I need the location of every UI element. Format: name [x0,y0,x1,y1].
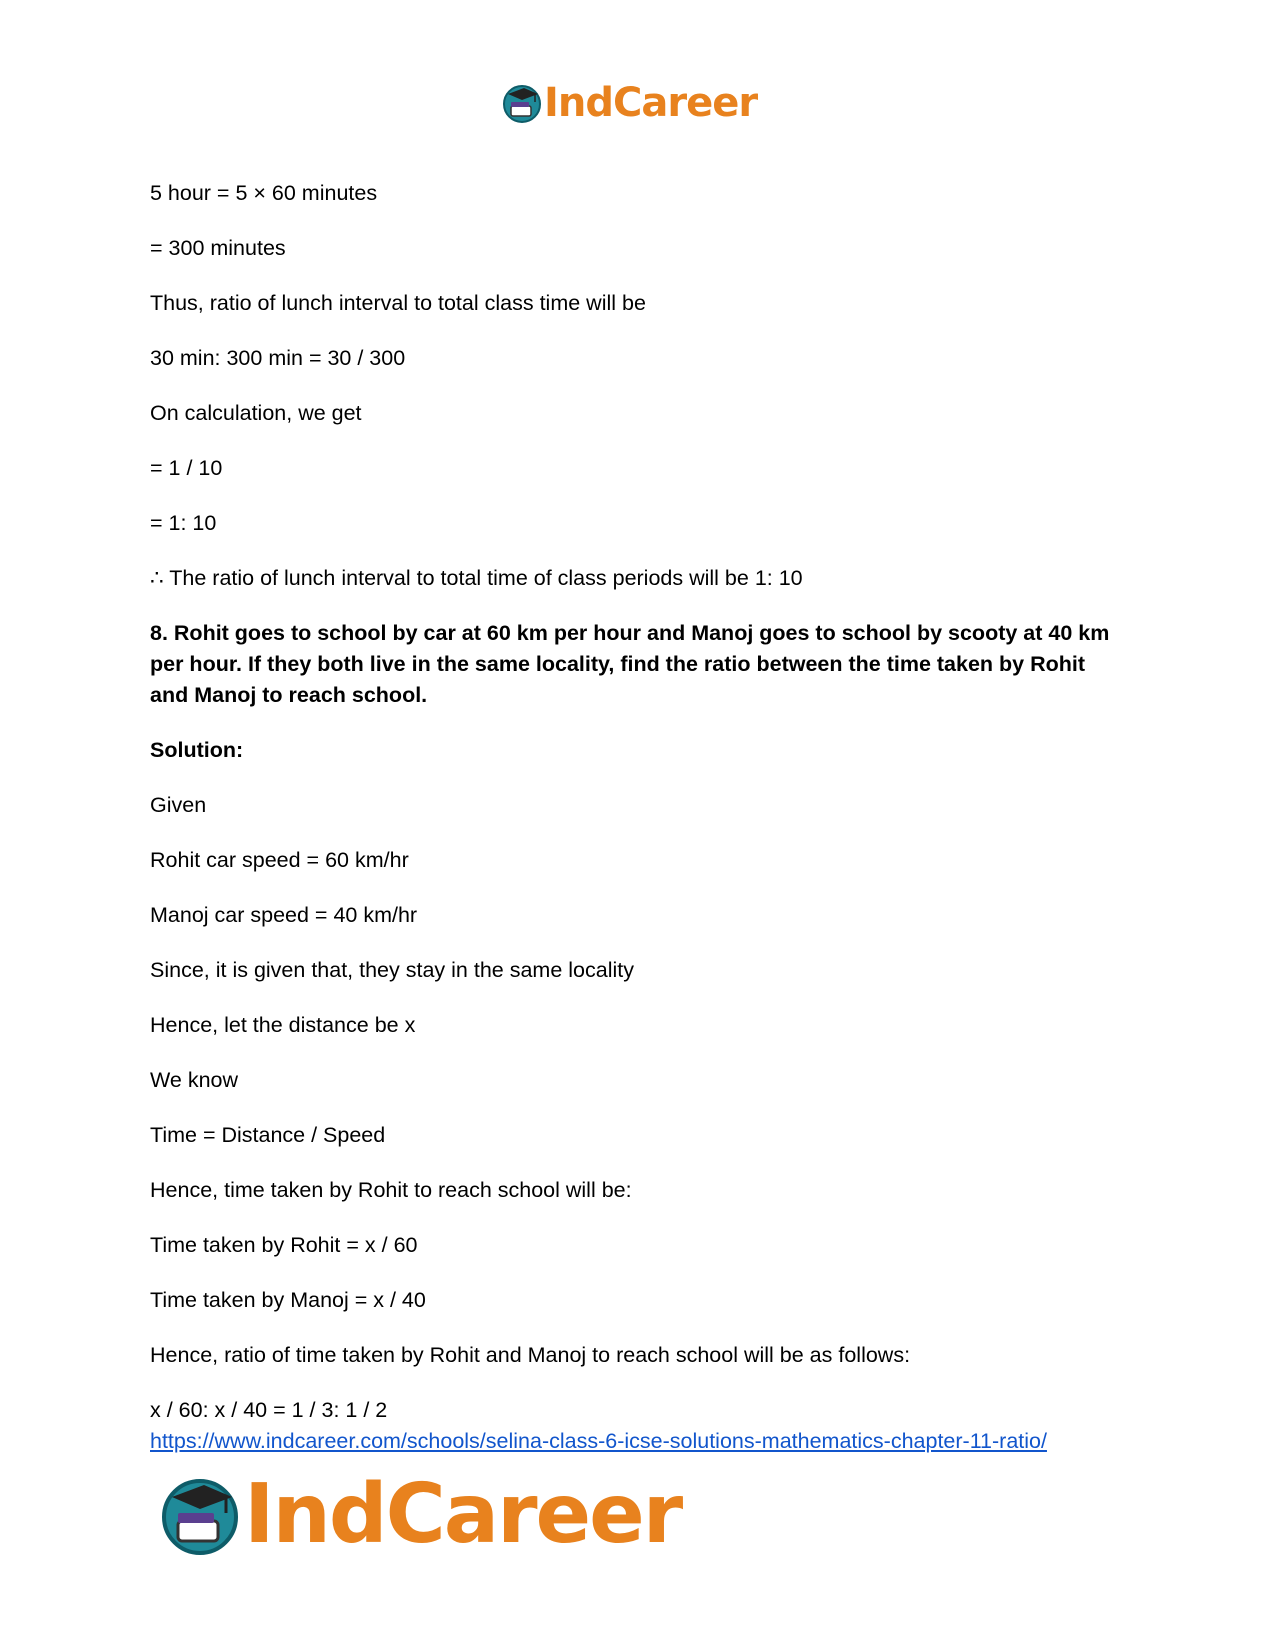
text-line: Since, it is given that, they stay in the same locality [150,958,634,982]
text-line: = 1: 10 [150,511,217,535]
text-line: Hence, ratio of time taken by Rohit and Manoj to reach school will be as follows: [150,1343,911,1367]
logo-wordmark: IndCareer [244,1467,682,1562]
text-line: Time taken by Rohit = x / 60 [150,1233,418,1257]
solution-label: Solution: [150,738,244,762]
source-link[interactable]: https://www.indcareer.com/schools/selina-class-6-icse-solutions-mathematics-chapter-11-ratio/ [150,1429,1047,1453]
text-line: Manoj car speed = 40 km/hr [150,903,418,927]
header-logo [502,78,757,128]
text-line: Given [150,793,207,817]
text-line: On calculation, we get [150,401,362,425]
graduation-cap-book-icon [160,1473,240,1557]
footer-logo [160,1467,682,1562]
text-line: Time taken by Manoj = x / 40 [150,1288,426,1312]
logo-wordmark: IndCareer [544,80,758,126]
text-line: Hence, time taken by Rohit to reach school will be: [150,1178,632,1202]
text-line: 30 min: 300 min = 30 / 300 [150,346,406,370]
text-line: Thus, ratio of lunch interval to total class time will be [150,291,646,315]
text-line: Rohit car speed = 60 km/hr [150,848,409,872]
text-line: = 1 / 10 [150,456,223,480]
text-line: Hence, let the distance be x [150,1013,416,1037]
question-text: 8. Rohit goes to school by car at 60 km per hour and Manoj goes to school by scooty at 40 km per hour. If they both live in the same locality, find the ratio between the time taken by Rohit and Manoj to reach school. [150,621,1110,707]
text-line: 5 hour = 5 × 60 minutes [150,181,378,205]
graduation-cap-book-icon [502,82,542,124]
text-line: We know [150,1068,239,1092]
document-body [150,178,1125,1457]
text-line: x / 60: x / 40 = 1 / 3: 1 / 2 [150,1398,388,1422]
text-line: Time = Distance / Speed [150,1123,386,1147]
conclusion-line: ∴ The ratio of lunch interval to total time of class periods will be 1: 10 [150,566,803,590]
text-line: = 300 minutes [150,236,286,260]
